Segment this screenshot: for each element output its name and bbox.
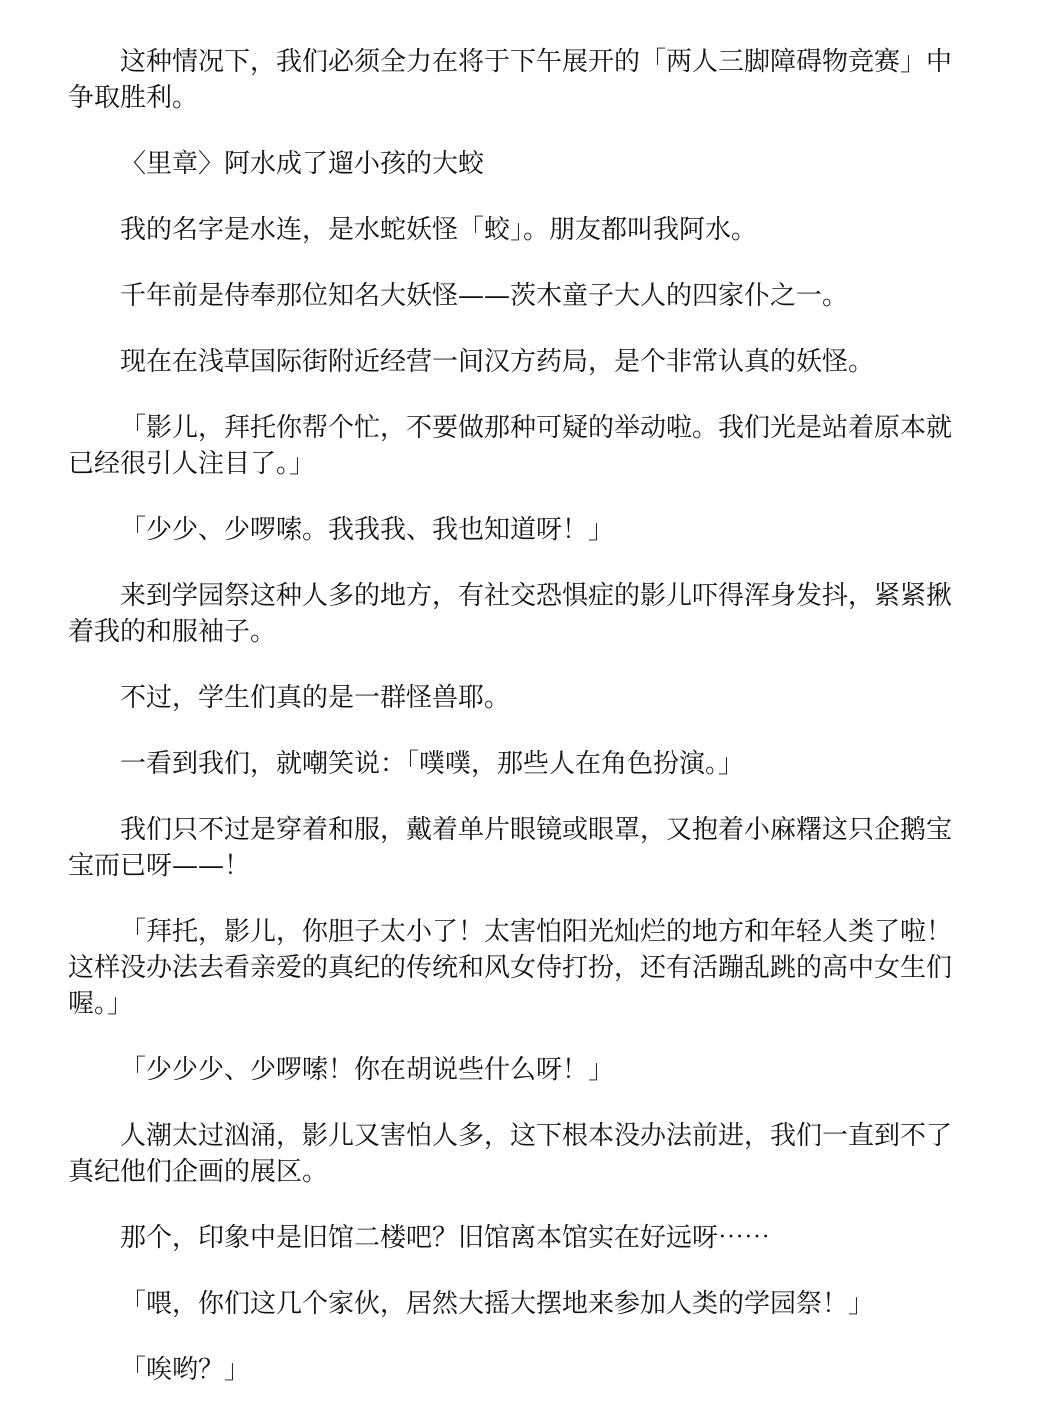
dialogue-paragraph: 「影儿，拜托你帮个忙，不要做那种可疑的举动啦。我们光是站着原本就已经很引人注目了。」 xyxy=(68,413,953,479)
dialogue-paragraph: 「少少、少啰嗦。我我我、我也知道呀！」 xyxy=(120,515,615,545)
dialogue-paragraph: 「唉哟？」 xyxy=(120,1355,251,1385)
paragraph: 那个，印象中是旧馆二楼吧？旧馆离本馆实在好远呀⋯⋯ xyxy=(120,1223,771,1253)
chapter-heading: 〈里章〉阿水成了遛小孩的大蛟 xyxy=(120,149,485,179)
paragraph: 来到学园祭这种人多的地方，有社交恐惧症的影儿吓得浑身发抖，紧紧揪着我的和服袖子。 xyxy=(68,581,953,647)
dialogue-paragraph: 「少少少、少啰嗦！你在胡说些什么呀！」 xyxy=(120,1055,615,1085)
paragraph: 我的名字是水连，是水蛇妖怪「蛟」。朋友都叫我阿水。 xyxy=(120,215,758,245)
paragraph: 一看到我们，就嘲笑说：「噗噗，那些人在角色扮演。」 xyxy=(120,749,745,779)
dialogue-paragraph: 「拜托，影儿，你胆子太小了！太害怕阳光灿烂的地方和年轻人类了啦！这样没办法去看亲爱的真纪的传统和风女侍打扮，还有活蹦乱跳的高中女生们喔。」 xyxy=(68,917,953,1019)
paragraph: 人潮太过汹涌，影儿又害怕人多，这下根本没办法前进，我们一直到不了真纪他们企画的展区。 xyxy=(68,1121,953,1187)
paragraph: 我们只不过是穿着和服，戴着单片眼镜或眼罩，又抱着小麻糬这只企鹅宝宝而已呀——！ xyxy=(68,815,953,881)
dialogue-paragraph: 「喂，你们这几个家伙，居然大摇大摆地来参加人类的学园祭！」 xyxy=(120,1289,875,1319)
paragraph: 现在在浅草国际街附近经营一间汉方药局，是个非常认真的妖怪。 xyxy=(120,347,875,377)
document-page xyxy=(68,44,972,1418)
paragraph: 这种情况下，我们必须全力在将于下午展开的「两人三脚障碍物竞赛」中争取胜利。 xyxy=(68,47,953,113)
paragraph: 千年前是侍奉那位知名大妖怪——茨木童子大人的四家仆之一。 xyxy=(120,281,849,311)
paragraph: 不过，学生们真的是一群怪兽耶。 xyxy=(120,683,511,713)
